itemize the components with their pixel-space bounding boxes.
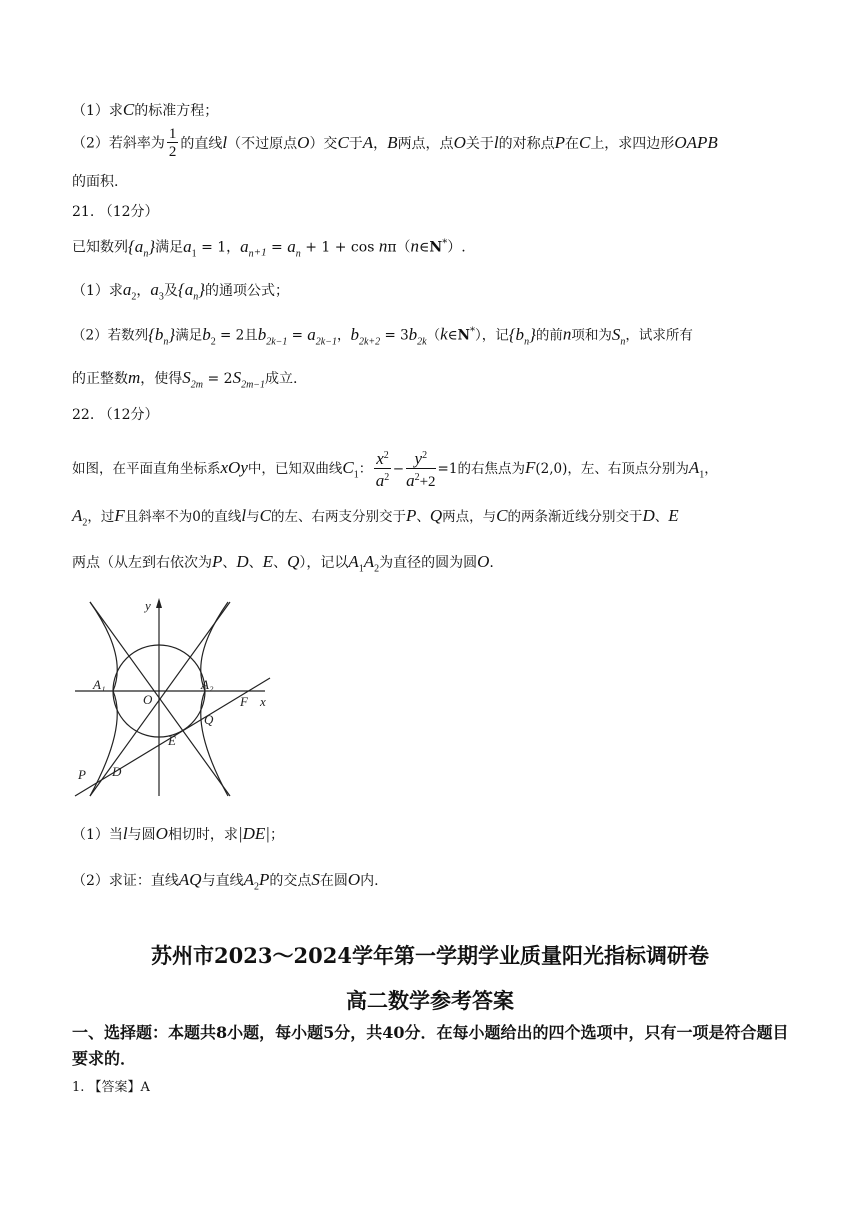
answer-1: 1. 【答案】A xyxy=(72,1080,150,1095)
label-x: x xyxy=(260,694,266,709)
answer-subtitle: 高二数学参考答案 xyxy=(346,988,514,1013)
q20-part2-end: 的面积. xyxy=(72,174,119,190)
answer-title: 苏州市2023～2024学年第一学期学业质量阳光指标调研卷 xyxy=(151,943,709,968)
label-e: E xyxy=(168,733,176,748)
label-a1: A₁ xyxy=(93,677,106,692)
q21-part2: （2）若数列$\{b_n\}$满足$b_2 = 2$且$b_{2k-1} = a_{2k-1}$，$b_{2k+2}$ = $3b_{2k}(k\in N^*)$，记$\{b_n\}$的前n项和为$S_n$，试求所有 xyxy=(72,324,693,347)
label-o: O xyxy=(143,692,153,707)
q22-line2: $A_2$，过F且斜率不为0的直线l与C的左、右两支分别交于P、Q两点，与C的两条渐近线分别交于D、E xyxy=(72,506,679,529)
label-p: P xyxy=(78,767,86,782)
q21-given: 已知数列$\{a_n\}$满足$a_1 = 1$，$a_{n+1} = a_n + 1 + \cos$ nπ（n∈N*）. xyxy=(72,236,466,260)
q22-part1: （1）当l与圆O相切时，求|DE|； xyxy=(72,824,284,843)
q22-header: 22. （12分） xyxy=(72,407,159,423)
hyperbola-figure xyxy=(70,596,280,806)
label-a2: A₂ xyxy=(201,677,214,692)
q21-part2-end: 的正整数m，使得$S_{2m} = 2S_{2m-1}$成立. xyxy=(72,368,298,391)
y-axis-arrow xyxy=(156,598,162,608)
label-y: y xyxy=(145,598,151,613)
q20-part1: （1）求C的标准方程； xyxy=(72,100,219,119)
label-q: Q xyxy=(204,712,214,727)
q21-part1: （1）求$a_2$，$a_3$及$\{a_n\}$的通项公式； xyxy=(72,280,290,303)
label-f: F xyxy=(240,694,248,709)
slope-fraction: $\frac{1}{2}$ xyxy=(168,126,177,160)
q22-part2: （2）求证：直线AQ与直线$A_2P$的交点S在圆O内. xyxy=(72,870,379,893)
q21-header: 21. （12分） xyxy=(72,204,159,220)
section-heading: 一、选择题：本题共8小题，每小题5分，共40分．在每小题给出的四个选项中，只有一项是符合题目要求的． xyxy=(72,1023,789,1068)
label-d: D xyxy=(112,764,122,779)
q22-line1: 如图，在平面直角坐标系xOy中，已知双曲线$C_1$： $\frac{x^2}{a^2}$ − $\frac{y^2}{a^2+2}$ =1的右焦点为F(2,0)，左、右顶点分别为$A_1$， xyxy=(72,449,718,490)
q22-line3: 两点（从左到右依次为P、D、E、Q），记以$A_1A_2$为直径的圆为圆O. xyxy=(72,552,494,575)
q20-part2: （2）若斜率为 $\frac{1}{2}$ 的直线l（不过原点O）交C于A，B两点，点O关于l的对称点P在C上，求四边形OAPB xyxy=(72,126,718,160)
